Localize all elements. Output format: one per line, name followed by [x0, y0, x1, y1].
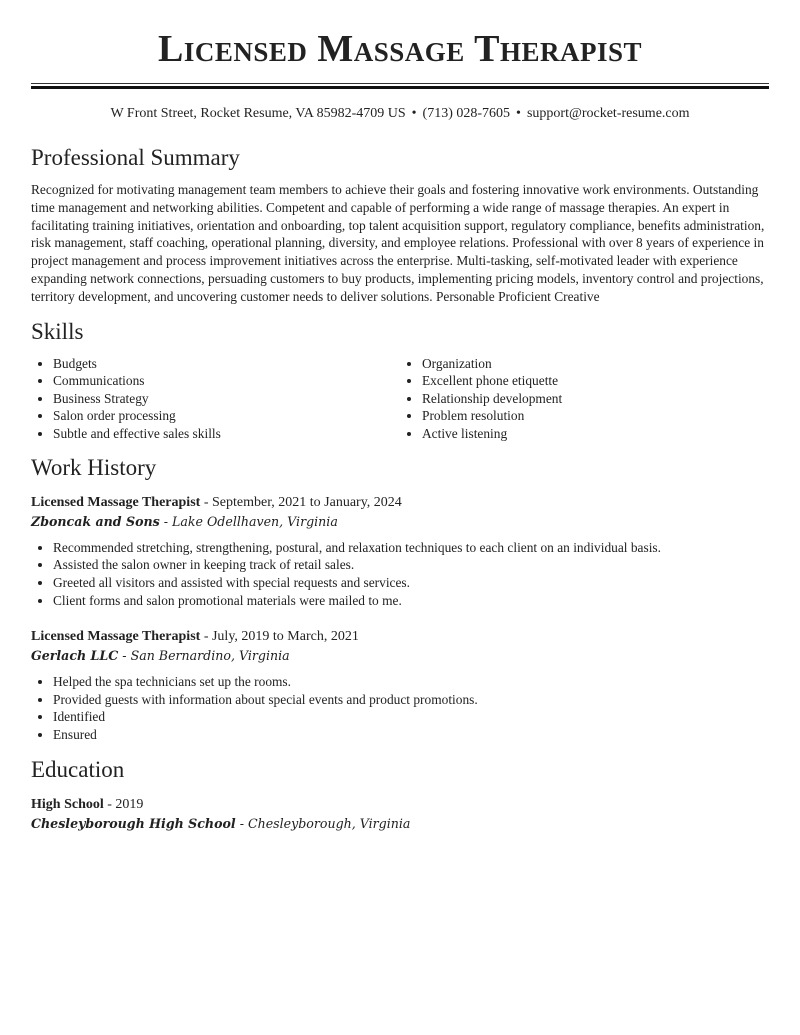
contact-info	[31, 105, 769, 123]
bullet-separator-icon: •	[411, 106, 417, 121]
dash: -	[118, 647, 131, 663]
graduation-year: 2019	[115, 796, 144, 812]
job-bullet: • Provided guests with information about special events and product promotions.	[53, 691, 769, 709]
company-line	[31, 512, 769, 532]
skill-item: • Active listening	[422, 425, 769, 443]
job-bullet: • Helped the spa technicians set up the rooms.	[53, 673, 769, 691]
bullet-separator-icon: •	[516, 106, 521, 121]
skill-item: • Excellent phone etiquette	[422, 372, 769, 390]
dash: -	[103, 796, 116, 812]
skill-item: • Salon order processing	[53, 407, 400, 425]
job-title-line	[31, 493, 769, 512]
degree-line	[31, 795, 769, 814]
dash: -	[159, 513, 173, 529]
education-entry	[31, 795, 769, 834]
skill-item: • Budgets	[53, 355, 400, 373]
degree: High School	[31, 796, 104, 812]
school-name: Chesleyborough High School	[31, 815, 236, 831]
skill-item: • Relationship development	[422, 390, 769, 408]
skills-heading: Skills	[31, 318, 84, 344]
job-dates: September, 2021 to January, 2024	[211, 494, 402, 510]
skill-item: • Communications	[53, 372, 400, 390]
job-entry	[31, 493, 769, 610]
job-title: Licensed Massage Therapist	[31, 494, 201, 510]
company-name: Zboncak and Sons	[31, 513, 160, 529]
job-bullet: • Assisted the salon owner in keeping track of retail sales.	[53, 556, 769, 574]
company-location: Lake Odellhaven, Virginia	[172, 513, 338, 529]
divider-thick-line	[31, 86, 769, 89]
work-history-heading: Work History	[31, 454, 157, 480]
school-location: Chesleyborough, Virginia	[247, 815, 411, 831]
job-entry	[31, 627, 769, 744]
contact-phone: (713) 028-7605	[422, 106, 511, 121]
skills-column-left	[31, 355, 400, 443]
education-heading: Education	[31, 756, 125, 782]
resume-title: Licensed Massage Therapist	[158, 28, 642, 70]
dash: -	[200, 628, 212, 644]
job-title-line	[31, 627, 769, 646]
job-title: Licensed Massage Therapist	[31, 628, 201, 644]
skill-item: • Subtle and effective sales skills	[53, 425, 400, 443]
job-bullet: • Ensured	[53, 726, 769, 744]
job-dates: July, 2019 to March, 2021	[211, 628, 359, 644]
contact-address: W Front Street, Rocket Resume, VA 85982-4709 US	[110, 106, 406, 121]
summary-text: Recognized for motivating management team members to achieve their goals and fostering innovative work environments. Outstanding time management and networking abilities. Competent and capable of performing a wide range of massage therapies. An expert in facilitating training initiatives, orientation and onboarding, top talent acquisition support, regulatory compliance, benefits administration, risk management, staff coaching, operational planning, diversity, and employee relations. Professional with over 8 years of experience in project management and process improvement initiatives across the enterprise. Multi-tasking, self-motivated leader with experience expanding network connections, persuading customers to buy products, implementing pricing models, inventory control and projections, territory development, and uncovering customer needs to deliver solutions. Personable Proficient Creative	[31, 182, 765, 304]
summary-heading: Professional Summary	[31, 145, 240, 170]
skill-item: • Problem resolution	[422, 407, 769, 425]
dash: -	[235, 815, 248, 831]
skill-item: • Organization	[422, 355, 769, 373]
job-bullet: • Recommended stretching, strengthening, postural, and relaxation techniques to each client on an individual basis.	[53, 539, 769, 557]
school-line	[31, 814, 769, 834]
company-name: Gerlach LLC	[31, 647, 119, 663]
skill-item: • Business Strategy	[53, 390, 400, 408]
job-bullet: • Identified	[53, 708, 769, 726]
job-bullets	[31, 673, 769, 744]
contact-email: support@rocket-resume.com	[526, 106, 690, 121]
divider-thin-line	[31, 83, 769, 84]
job-bullet: • Client forms and salon promotional materials were mailed to me.	[53, 592, 769, 610]
job-bullets	[31, 539, 769, 610]
company-line	[31, 646, 769, 666]
skills-list	[31, 355, 769, 443]
header-divider	[31, 83, 769, 89]
dash: -	[200, 494, 212, 510]
skills-column-right	[400, 355, 769, 443]
job-bullet: • Greeted all visitors and assisted with special requests and services.	[53, 574, 769, 592]
company-location: San Bernardino, Virginia	[130, 647, 290, 663]
